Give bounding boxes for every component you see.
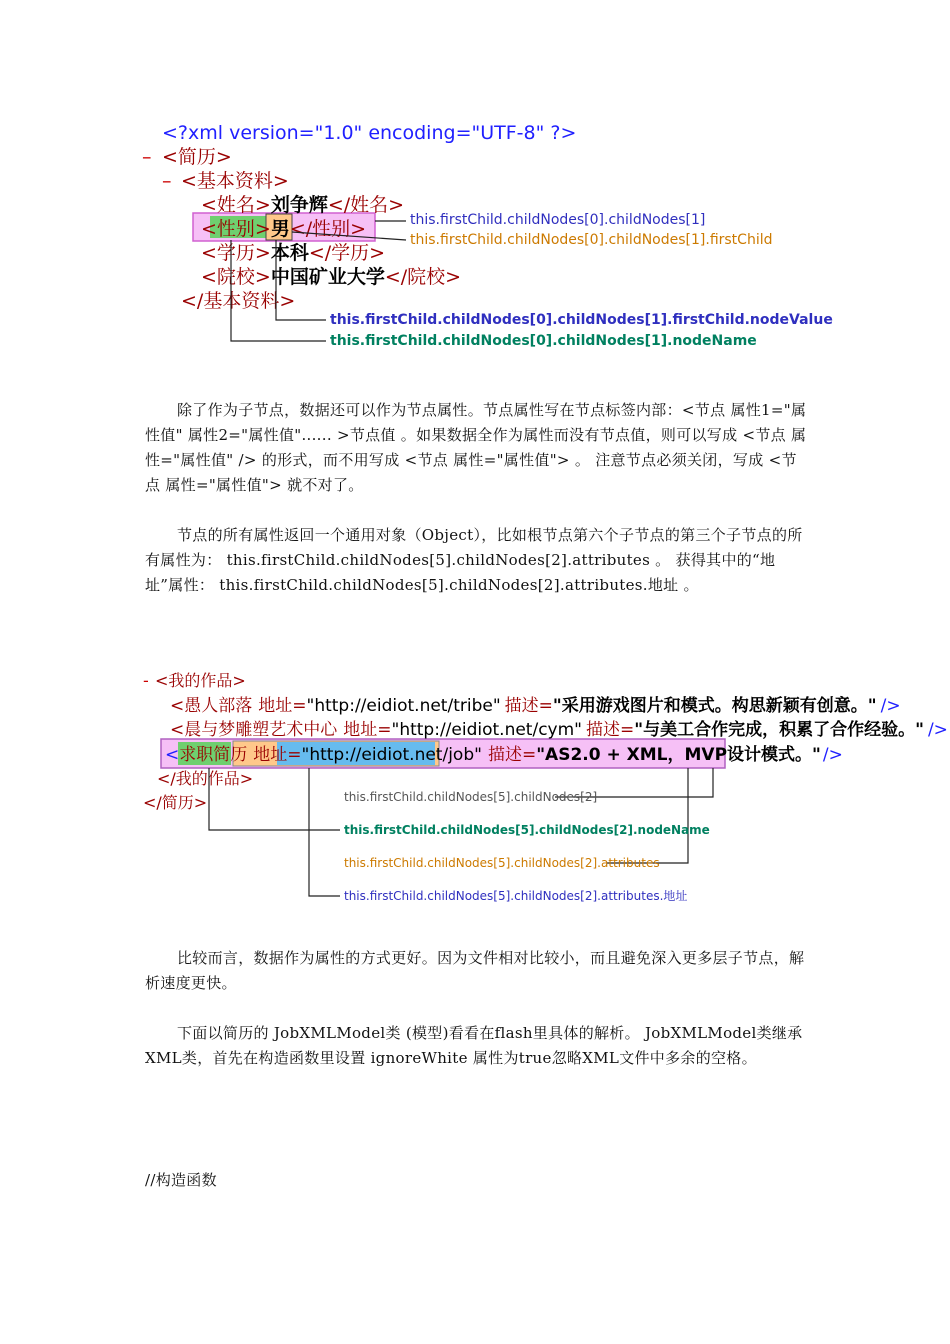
tribe-attr-desc: 描述=	[504, 696, 553, 716]
cym-desc: "与美工合作完成，积累了合作经验。"	[634, 720, 924, 740]
tribe-desc: "采用游戏图片和模式。构思新颖有创意。"	[552, 696, 877, 716]
name-line	[201, 193, 404, 216]
cym-attr-desc: 描述=	[585, 720, 635, 740]
name-open-tag: <姓名>	[201, 194, 271, 216]
xml-tree-figure-2	[143, 671, 948, 903]
row-job	[165, 744, 843, 765]
xml-declaration: <?xml version="1.0" encoding="UTF-8" ?>	[162, 122, 577, 144]
section-close-tag: </基本资料>	[181, 290, 296, 312]
works-toggle[interactable]: -	[143, 671, 149, 690]
paragraph-jobxmlmodel	[145, 1021, 810, 1071]
root-open-tag: <简历>	[162, 146, 232, 168]
row-cym	[170, 719, 948, 740]
section-open-tag: <基本资料>	[181, 170, 289, 192]
tribe-attr-addr: 地址=	[258, 696, 307, 716]
school-close-tag: </院校>	[384, 266, 462, 288]
job-attr-addr: 地址=	[253, 745, 302, 765]
paragraph-comparison-text: 比较而言，数据作为属性的方式更好。因为文件相对比较小，而且避免深入更多层子节点，解析速度更快。	[145, 949, 805, 992]
job-desc: "AS2.0 + XML，MVP设计模式。"	[536, 745, 821, 765]
gender-line	[201, 218, 366, 240]
job-attr-desc: 描述=	[487, 745, 537, 765]
row-tribe	[170, 695, 901, 716]
label2-childnode: this.firstChild.childNodes[5].childNodes[2]	[344, 790, 598, 804]
cym-attr-addr: 地址=	[343, 720, 392, 740]
paragraph-jobxmlmodel-text: 下面以简历的 JobXMLModel类 (模型)看看在flash里具体的解析。 JobXMLModel类继承XML类，首先在构造函数里设置 ignoreWhite 属性为true忽略XML文件中多余的空格。	[145, 1024, 803, 1067]
label2-attributes: this.firstChild.childNodes[5].childNodes[2].attributes	[344, 856, 660, 870]
works-close-tag: </我的作品>	[157, 769, 254, 788]
label-nodevalue: this.firstChild.childNodes[0].childNodes[1].firstChild.nodeValue	[330, 312, 833, 328]
label-nodename: this.firstChild.childNodes[0].childNodes[1].nodeName	[330, 333, 757, 349]
works-open-tag: <我的作品>	[155, 671, 246, 690]
gender-open-tag: <性别>	[201, 218, 271, 240]
job-url: http://eidiot.net/job	[309, 745, 475, 765]
paragraph-attributes-text: 除了作为子节点，数据还可以作为节点属性。节点属性写在节点标签内部：<节点 属性1="属性值" 属性2="属性值"...... >节点值 。如果数据全作为属性而没有节点值，则可以写成 <节点 属性="属性值" /> 的形式，而不用写成 <节点 属性="属性值"> 。 注意节点必须关闭，写成 <节点 属性="属性值"> 就不对了。	[145, 401, 807, 494]
label-firstchild: this.firstChild.childNodes[0].childNodes[1].firstChild	[410, 232, 773, 248]
school-value: 中国矿业大学	[270, 266, 385, 288]
job-q2: "	[474, 745, 482, 765]
label2-nodename: this.firstChild.childNodes[5].childNodes[2].nodeName	[344, 823, 710, 837]
root-close-tag: </简历>	[143, 793, 208, 812]
name-value: 刘争辉	[270, 194, 328, 216]
root-toggle[interactable]: –	[142, 146, 152, 168]
tribe-url: "http://eidiot.net/tribe"	[306, 696, 501, 716]
label2-address: this.firstChild.childNodes[5].childNodes[2].attributes.地址	[344, 889, 688, 903]
cym-url: "http://eidiot.net/cym"	[391, 720, 582, 740]
label-childnode: this.firstChild.childNodes[0].childNodes[1]	[410, 212, 706, 228]
paragraph-attributes-object-text: 节点的所有属性返回一个通用对象（Object），比如根节点第六个子节点的第三个子节点的所有属性为： this.firstChild.childNodes[5].childNodes[2].attributes 。 获得其中的“地址”属性： this.firstChild.childNodes[5].childNodes[2].attributes.地址 。	[145, 526, 803, 594]
job-q1: "	[301, 745, 310, 765]
paragraph-attributes-object	[145, 523, 810, 598]
code-comment	[145, 1168, 810, 1193]
code-comment-text: //构造函数	[145, 1171, 217, 1189]
name-close-tag: </姓名>	[327, 194, 405, 216]
cym-open: <晨与梦雕塑艺术中心	[170, 720, 338, 740]
xml-tree-figure-1	[142, 122, 833, 349]
edu-value: 本科	[270, 242, 309, 264]
edu-close-tag: </学历>	[308, 242, 386, 264]
edu-open-tag: <学历>	[201, 242, 271, 264]
cym-end: />	[927, 720, 948, 740]
tribe-open: <愚人部落	[170, 696, 253, 716]
section-toggle[interactable]: –	[162, 170, 172, 192]
edu-line	[201, 241, 385, 264]
gender-value: 男	[270, 218, 290, 240]
gender-close-tag: </性别>	[289, 218, 367, 240]
job-name: 求职简历	[179, 745, 248, 765]
job-lt: <	[165, 745, 180, 765]
paragraph-attributes	[145, 398, 810, 498]
school-line	[201, 265, 461, 288]
tribe-end: />	[880, 696, 901, 716]
job-end: />	[822, 745, 843, 765]
school-open-tag: <院校>	[201, 266, 271, 288]
paragraph-comparison	[145, 946, 810, 996]
